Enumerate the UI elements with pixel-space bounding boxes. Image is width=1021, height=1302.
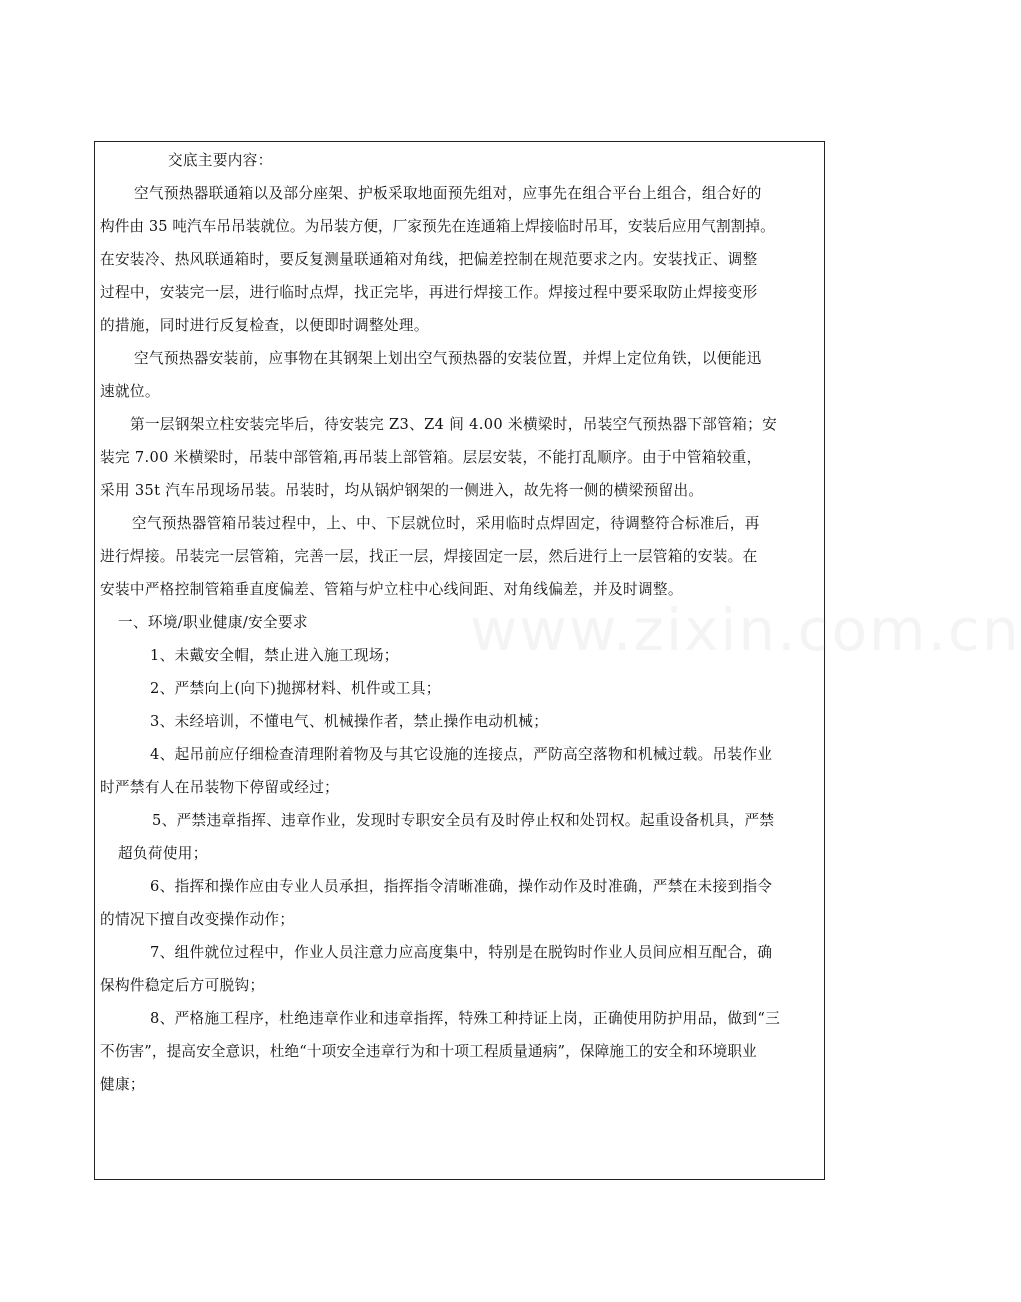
list-item-3: 3、未经培训，不懂电气、机械操作者，禁止操作电动机械；	[150, 713, 549, 730]
paragraph-1-line-5: 的措施，同时进行反复检查，以便即时调整处理。	[100, 317, 429, 334]
list-item-5-line-1: 5、严禁违章指挥、违章作业，发现时专职安全员有及时停止权和处罚权。起重设备机具，严禁	[152, 812, 775, 829]
paragraph-1-line-4: 过程中，安装完一层，进行临时点焊，找正完毕，再进行焊接工作。焊接过程中要采取防止焊接变形	[100, 284, 758, 301]
content-heading: 交底主要内容：	[168, 152, 273, 169]
document-body	[100, 144, 823, 1101]
paragraph-1-line-3: 在安装冷、热风联通箱时，要反复测量联通箱对角线，把偏差控制在规范要求之内。安装找正、调整	[100, 251, 758, 268]
list-item-7-line-1: 7、组件就位过程中，作业人员注意力应高度集中，特别是在脱钩时作业人员间应相互配合，确	[150, 944, 773, 961]
paragraph-4-line-2: 进行焊接。吊装完一层管箱，完善一层，找正一层，焊接固定一层，然后进行上一层管箱的安装。在	[100, 548, 758, 565]
section-title: 一、环境/职业健康/安全要求	[118, 614, 308, 631]
watermark: www.zixin.com.cn	[470, 596, 1021, 664]
list-item-1: 1、未戴安全帽，禁止进入施工现场；	[150, 647, 399, 664]
list-item-2: 2、严禁向上(向下)抛掷材料、机件或工具；	[150, 680, 441, 697]
list-item-4-line-1: 4、起吊前应仔细检查清理附着物及与其它设施的连接点，严防高空落物和机械过载。吊装作业	[150, 746, 773, 763]
list-item-6-line-1: 6、指挥和操作应由专业人员承担，指挥指令清晰准确，操作动作及时准确，严禁在未接到指令	[150, 878, 773, 895]
paragraph-3-line-2: 装完 7.00 米横梁时，吊装中部管箱,再吊装上部管箱。层层安装，不能打乱顺序。由于中管箱较重，	[100, 449, 762, 466]
list-item-7-line-2: 保构件稳定后方可脱钩；	[100, 977, 265, 994]
paragraph-2-line-1: 空气预热器安装前，应事物在其钢架上划出空气预热器的安装位置，并焊上定位角铁，以便能迅	[134, 350, 762, 367]
paragraph-4-line-1: 空气预热器管箱吊装过程中，上、中、下层就位时，采用临时点焊固定，待调整符合标准后，再	[132, 515, 760, 532]
paragraph-4-line-3: 安装中严格控制管箱垂直度偏差、管箱与炉立柱中心线间距、对角线偏差，并及时调整。	[100, 581, 683, 598]
paragraph-3-line-3: 采用 35t 汽车吊现场吊装。吊装时，均从锅炉钢架的一侧进入，故先将一侧的横梁预留出。	[100, 482, 704, 499]
paragraph-1-line-2: 构件由 35 吨汽车吊吊装就位。为吊装方便，厂家预先在连通箱上焊接临时吊耳，安装后应用气割割掉。	[100, 218, 775, 235]
paragraph-2-line-2: 速就位。	[100, 383, 160, 400]
list-item-8-line-2: 不伤害”，提高安全意识，杜绝“十项安全违章行为和十项工程质量通病”，保障施工的安全和环境职业	[100, 1043, 757, 1060]
paragraph-3-line-1: 第一层钢架立柱安装完毕后，待安装完 Z3、Z4 间 4.00 米横梁时，吊装空气预热器下部管箱；安	[130, 416, 778, 433]
list-item-8-line-1: 8、严格施工程序，杜绝违章作业和违章指挥，特殊工种持证上岗，正确使用防护用品，做到“三	[150, 1010, 781, 1027]
list-item-4-line-2: 时严禁有人在吊装物下停留或经过；	[100, 779, 340, 796]
list-item-5-line-2: 超负荷使用；	[118, 845, 208, 862]
paragraph-1-line-1: 空气预热器联通箱以及部分座架、护板采取地面预先组对，应事先在组合平台上组合，组合好的	[134, 185, 762, 202]
list-item-6-line-2: 的情况下擅自改变操作动作；	[100, 911, 295, 928]
list-item-8-line-3: 健康；	[100, 1076, 145, 1093]
